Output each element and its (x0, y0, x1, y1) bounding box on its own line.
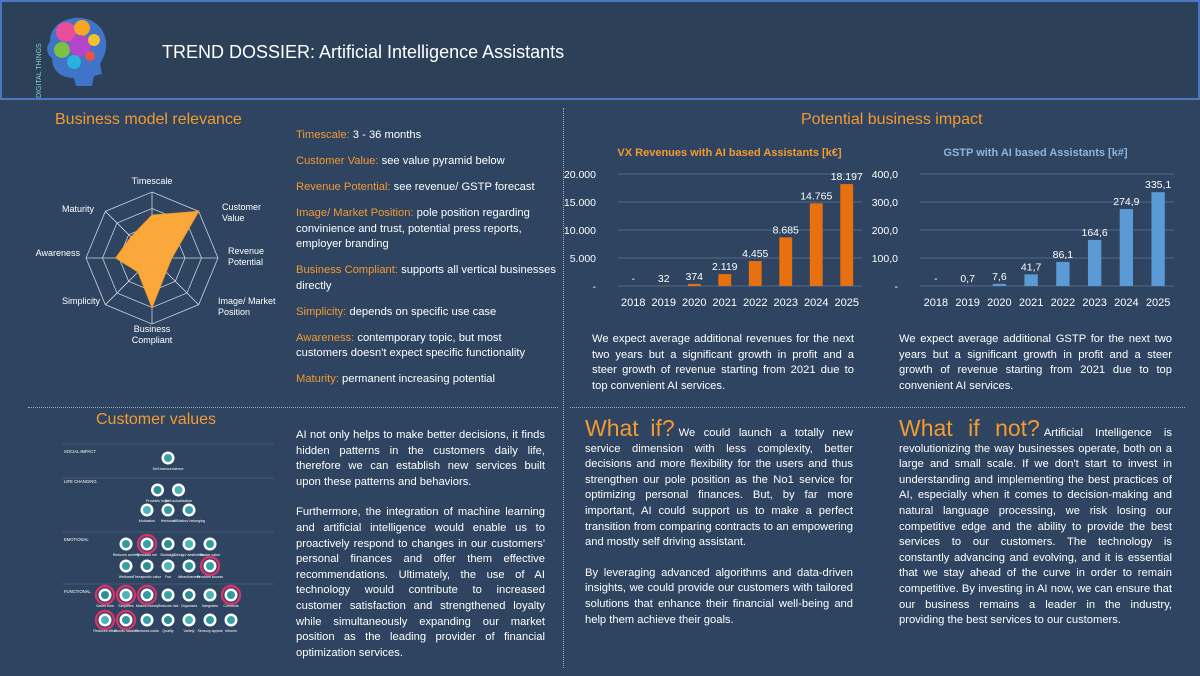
fact-item (296, 331, 556, 362)
pyramid-value-icon (143, 540, 151, 548)
fact-key: Image/ Market Position: (296, 207, 414, 219)
pyramid-value-icon (164, 562, 172, 570)
x-tick-label: 2025 (835, 297, 859, 309)
pyramid-value-icon (227, 616, 235, 624)
radar-axis-label: Image/ Market Position (218, 296, 276, 317)
fact-item (296, 206, 556, 253)
pyramid-value-label: Reduces anxiety (113, 553, 140, 557)
bar (779, 237, 792, 286)
bar-data-label: 335,1 (1145, 179, 1171, 191)
revenue-bar-chart (578, 160, 868, 315)
x-tick-label: 2021 (713, 297, 737, 309)
y-tick-label: 5.000 (570, 253, 596, 265)
bar-data-label: 8.685 (773, 224, 799, 236)
pyramid-value-icon (164, 616, 172, 624)
radar-axis-label: Simplicity (62, 296, 101, 306)
fact-key: Timescale: (296, 129, 350, 141)
fact-key: Customer Value: (296, 155, 379, 167)
pyramid-value-label: Motivation (139, 519, 155, 523)
pyramid-value-label: Informs (225, 629, 237, 633)
bar (1024, 274, 1037, 286)
pyramid-value-label: Provides access (197, 575, 223, 579)
bar-data-label: 164,6 (1081, 227, 1107, 239)
bar (718, 274, 731, 286)
gstp-description (899, 332, 1172, 409)
pyramid-value-label: Connects (223, 604, 238, 608)
pyramid-value-icon (164, 506, 172, 514)
pyramid-value-icon (206, 540, 214, 548)
pyramid-value-label: Affiliation/ belonging (173, 519, 205, 523)
x-tick-label: 2024 (1114, 297, 1138, 309)
pyramid-value-icon (154, 486, 162, 494)
logo-wordmark (34, 22, 44, 100)
pyramid-value-label: Avoids hassles (114, 629, 138, 633)
pyramid-value-icon (143, 562, 151, 570)
what-if-not-heading: What if not? (899, 415, 1040, 441)
fact-key: Business Compliant: (296, 264, 398, 276)
pyramid-value-label: Nostalgia (161, 553, 176, 557)
x-tick-label: 2019 (955, 297, 979, 309)
pyramid-level-label: FUNCTIONAL (64, 589, 91, 594)
what-if-not-lead: Artificial Intelligence is revolutionizing the way businesses operate, both on a large and small scale. If we don't start to invest in understanding and implementing the best practices of AI, especially when it comes to decision-making and natural language processing, we risk losing our competitive edge and the ability to provide the best services to our customers. The technology is constantly advancing and evolving, and it is essential that we stay ahead of the curve in order to remain competitive. By investing in AI now, we can ensure that our business remains a leader in the industry, providing the best services to our customers. (899, 427, 1172, 626)
pyramid-value-icon (185, 506, 193, 514)
y-tick-label: 200,0 (872, 225, 898, 237)
pyramid-value-label: Design/ aesthetics (174, 553, 204, 557)
x-tick-label: 2018 (924, 297, 948, 309)
fact-item (296, 128, 556, 144)
fact-key: Simplicity: (296, 306, 346, 318)
radar-axis-label: Awareness (36, 248, 81, 258)
pyramid-value-label: Variety (184, 629, 195, 633)
pyramid-value-icon (164, 540, 172, 548)
pyramid-value-label: Organizes (181, 604, 198, 608)
pyramid-value-icon (101, 591, 109, 599)
what-if-lead: We could launch a totally new service dimension with less complexity, better decisions and more flexibility for the users and thus strengthen our pole position as the No1 service for optimizing personal finances. But, by far more important, AI could support us to make a perfect transition from comparing contracts to an empowering and mostly self driving assistant. (585, 427, 853, 548)
bar-data-label: 86,1 (1053, 249, 1074, 261)
y-tick-label: 300,0 (872, 197, 898, 209)
fact-item (296, 154, 556, 170)
bar-data-label: - (632, 273, 636, 285)
bar (1151, 192, 1164, 286)
pyramid-value-label: Rewards me (137, 553, 157, 557)
what-if-not-block (899, 421, 1172, 644)
pyramid-value-icon (164, 454, 172, 462)
pyramid-value-label: Self-transcendence (153, 467, 184, 471)
fact-text: depends on specific use case (349, 306, 496, 318)
ai-head-logo-icon (36, 12, 114, 92)
y-tick-label: 10.000 (564, 225, 596, 237)
y-tick-label: 20.000 (564, 169, 596, 181)
radar-axis-label: Customer Value (222, 202, 261, 223)
pyramid-value-icon (175, 486, 183, 494)
bar-data-label: 2.119 (712, 261, 738, 273)
pyramid-value-label: Sensory appeal (198, 629, 223, 633)
bar (993, 284, 1006, 286)
business-facts-list (296, 128, 556, 398)
x-tick-label: 2025 (1146, 297, 1170, 309)
pyramid-value-icon (227, 591, 235, 599)
radar-axis-label: Timescale (132, 176, 173, 186)
bar-data-label: 18.197 (831, 171, 863, 183)
bar-data-label: 41,7 (1021, 261, 1042, 273)
bar (688, 284, 701, 286)
x-tick-label: 2018 (621, 297, 645, 309)
brand-logo (36, 12, 114, 92)
fact-text: see value pyramid below (382, 155, 505, 167)
gstp-description-text: We expect average additional GSTP for the next two years but a significant growth in profit and a steer growth of revenue starting from 2021 due to top convenient AI services. (899, 332, 1172, 394)
bar-data-label: 4.455 (742, 248, 768, 260)
x-tick-label: 2022 (1051, 297, 1075, 309)
fact-text: permanent increasing potential (342, 373, 495, 385)
pyramid-value-label: Wellness (119, 575, 134, 579)
pyramid-value-label: Fun (165, 575, 171, 579)
customer-values-title: Customer values (96, 411, 216, 429)
pyramid-value-icon (143, 591, 151, 599)
pyramid-value-icon (206, 616, 214, 624)
pyramid-value-label: Simplifies (118, 604, 134, 608)
bar (810, 203, 823, 286)
bar (1088, 240, 1101, 286)
gstp-bar-chart (880, 160, 1180, 315)
pyramid-value-icon (206, 562, 214, 570)
vertical-divider (563, 108, 564, 668)
pyramid-value-icon (185, 591, 193, 599)
bar-data-label: 7,6 (992, 271, 1007, 283)
x-tick-label: 2023 (774, 297, 798, 309)
fact-item (296, 305, 556, 321)
x-tick-label: 2021 (1019, 297, 1043, 309)
customer-values-paragraph-2: Furthermore, the integration of machine learning and artificial intelligence would enable us to proactively respond to changes in our customers' personal finances and offer them effective recommendations. Ultimately, the use of AI technology would contribute to increased customer satisfaction and strengthened loyalty while simultaneously expanding our market position as the leading provider of financial optimization services. (296, 505, 545, 661)
fact-item (296, 263, 556, 294)
header-bar (0, 0, 1200, 100)
bar-data-label: 374 (685, 271, 703, 283)
pyramid-value-icon (122, 616, 130, 624)
bar (749, 261, 762, 286)
pyramid-value-label: Attractiveness (178, 575, 201, 579)
x-tick-label: 2020 (987, 297, 1011, 309)
x-tick-label: 2019 (652, 297, 676, 309)
y-tick-label: - (593, 281, 597, 293)
bar (1120, 209, 1133, 286)
bar (1056, 262, 1069, 286)
pyramid-value-icon (185, 562, 193, 570)
fact-text: pole position regarding convinience and trust, potential press reports, employer branding (296, 207, 530, 250)
fact-key: Revenue Potential: (296, 181, 391, 193)
pyramid-value-label: Badge value (200, 553, 220, 557)
bar-data-label: 14.765 (800, 190, 832, 202)
y-tick-label: - (895, 281, 899, 293)
pyramid-level-label: EMOTIONAL (64, 537, 89, 542)
bar-data-label: 0,7 (960, 273, 975, 285)
pyramid-level-label: SOCIAL IMPACT (64, 449, 96, 454)
fact-text: supports all vertical businesses directly (296, 264, 556, 292)
value-pyramid (62, 440, 274, 650)
fact-item (296, 180, 556, 196)
radar-axis-label: Business Compliant (132, 324, 173, 345)
y-tick-label: 400,0 (872, 169, 898, 181)
fact-key: Awareness: (296, 332, 354, 344)
pyramid-value-label: Self-actualization (165, 499, 192, 503)
bar-data-label: - (934, 273, 938, 285)
fact-text: see revenue/ GSTP forecast (394, 181, 535, 193)
fact-text: 3 - 36 months (353, 129, 421, 141)
pyramid-value-label: Quality (162, 629, 173, 633)
radar-axis-label: Maturity (62, 204, 95, 214)
business-model-title: Business model relevance (55, 111, 242, 129)
gstp-chart-title: GSTP with AI based Assistants [k#] (893, 147, 1178, 159)
what-if-block (585, 421, 853, 643)
revenue-description (592, 332, 854, 409)
y-tick-label: 15.000 (564, 197, 596, 209)
horizontal-divider-left (28, 407, 558, 408)
pyramid-value-label: Reduces effort (93, 629, 116, 633)
what-if-heading: What if? (585, 415, 675, 441)
pyramid-value-label: Reduces risk (158, 604, 179, 608)
pyramid-value-icon (122, 591, 130, 599)
pyramid-value-label: Saves time (96, 604, 114, 608)
pyramid-value-label: Provides hope (146, 499, 169, 503)
business-impact-title: Potential business impact (801, 111, 982, 129)
what-if-second: By leveraging advanced algorithms and data-driven insights, we could provide our customers with tailored solutions that enhance their financial well-being and help them achieve their goals. (585, 566, 853, 628)
pyramid-value-icon (122, 540, 130, 548)
fact-text: contemporary topic, but most customers doesn't expect specific functionality (296, 332, 525, 360)
pyramid-value-icon (122, 562, 130, 570)
x-tick-label: 2020 (682, 297, 706, 309)
pyramid-value-label: Integrates (202, 604, 218, 608)
pyramid-value-label: Therapeutic value (133, 575, 162, 579)
x-tick-label: 2023 (1082, 297, 1106, 309)
pyramid-value-icon (164, 591, 172, 599)
pyramid-value-label: Reduces costs (135, 629, 159, 633)
fact-item (296, 372, 556, 388)
pyramid-value-label: Makes money (136, 604, 159, 608)
pyramid-value-icon (101, 616, 109, 624)
bar-data-label: 32 (658, 273, 670, 285)
pyramid-value-icon (143, 616, 151, 624)
radar-chart (28, 172, 278, 352)
pyramid-value-icon (185, 540, 193, 548)
customer-values-paragraph-1: AI not only helps to make better decisions, it finds hidden patterns in the customers daily life, therefore we can establish new services built upon these patterns and behaviors. (296, 428, 545, 490)
pyramid-level-label: LIFE CHANGING (64, 479, 97, 484)
x-tick-label: 2024 (804, 297, 828, 309)
page-title: TREND DOSSIER: Artificial Intelligence Assistants (162, 42, 564, 63)
revenue-description-text: We expect average additional revenues for the next two years but a significant growth in profit and a steer growth of revenue starting from 2021 due to top convenient AI services. (592, 332, 854, 394)
customer-values-text (296, 428, 545, 676)
radar-axis-label: Revenue Potential (228, 246, 264, 267)
pyramid-value-label: Heirloom (161, 519, 175, 523)
bar (840, 184, 853, 286)
bar-data-label: 274,9 (1113, 196, 1139, 208)
pyramid-value-icon (185, 616, 193, 624)
y-tick-label: 100,0 (872, 253, 898, 265)
pyramid-value-icon (206, 591, 214, 599)
fact-key: Maturity: (296, 373, 339, 385)
pyramid-value-icon (143, 506, 151, 514)
revenue-chart-title: VX Revenues with AI based Assistants [k€] (582, 147, 877, 159)
svg-text:DIGITAL THINGS: DIGITAL THINGS (36, 43, 43, 98)
x-tick-label: 2022 (743, 297, 767, 309)
